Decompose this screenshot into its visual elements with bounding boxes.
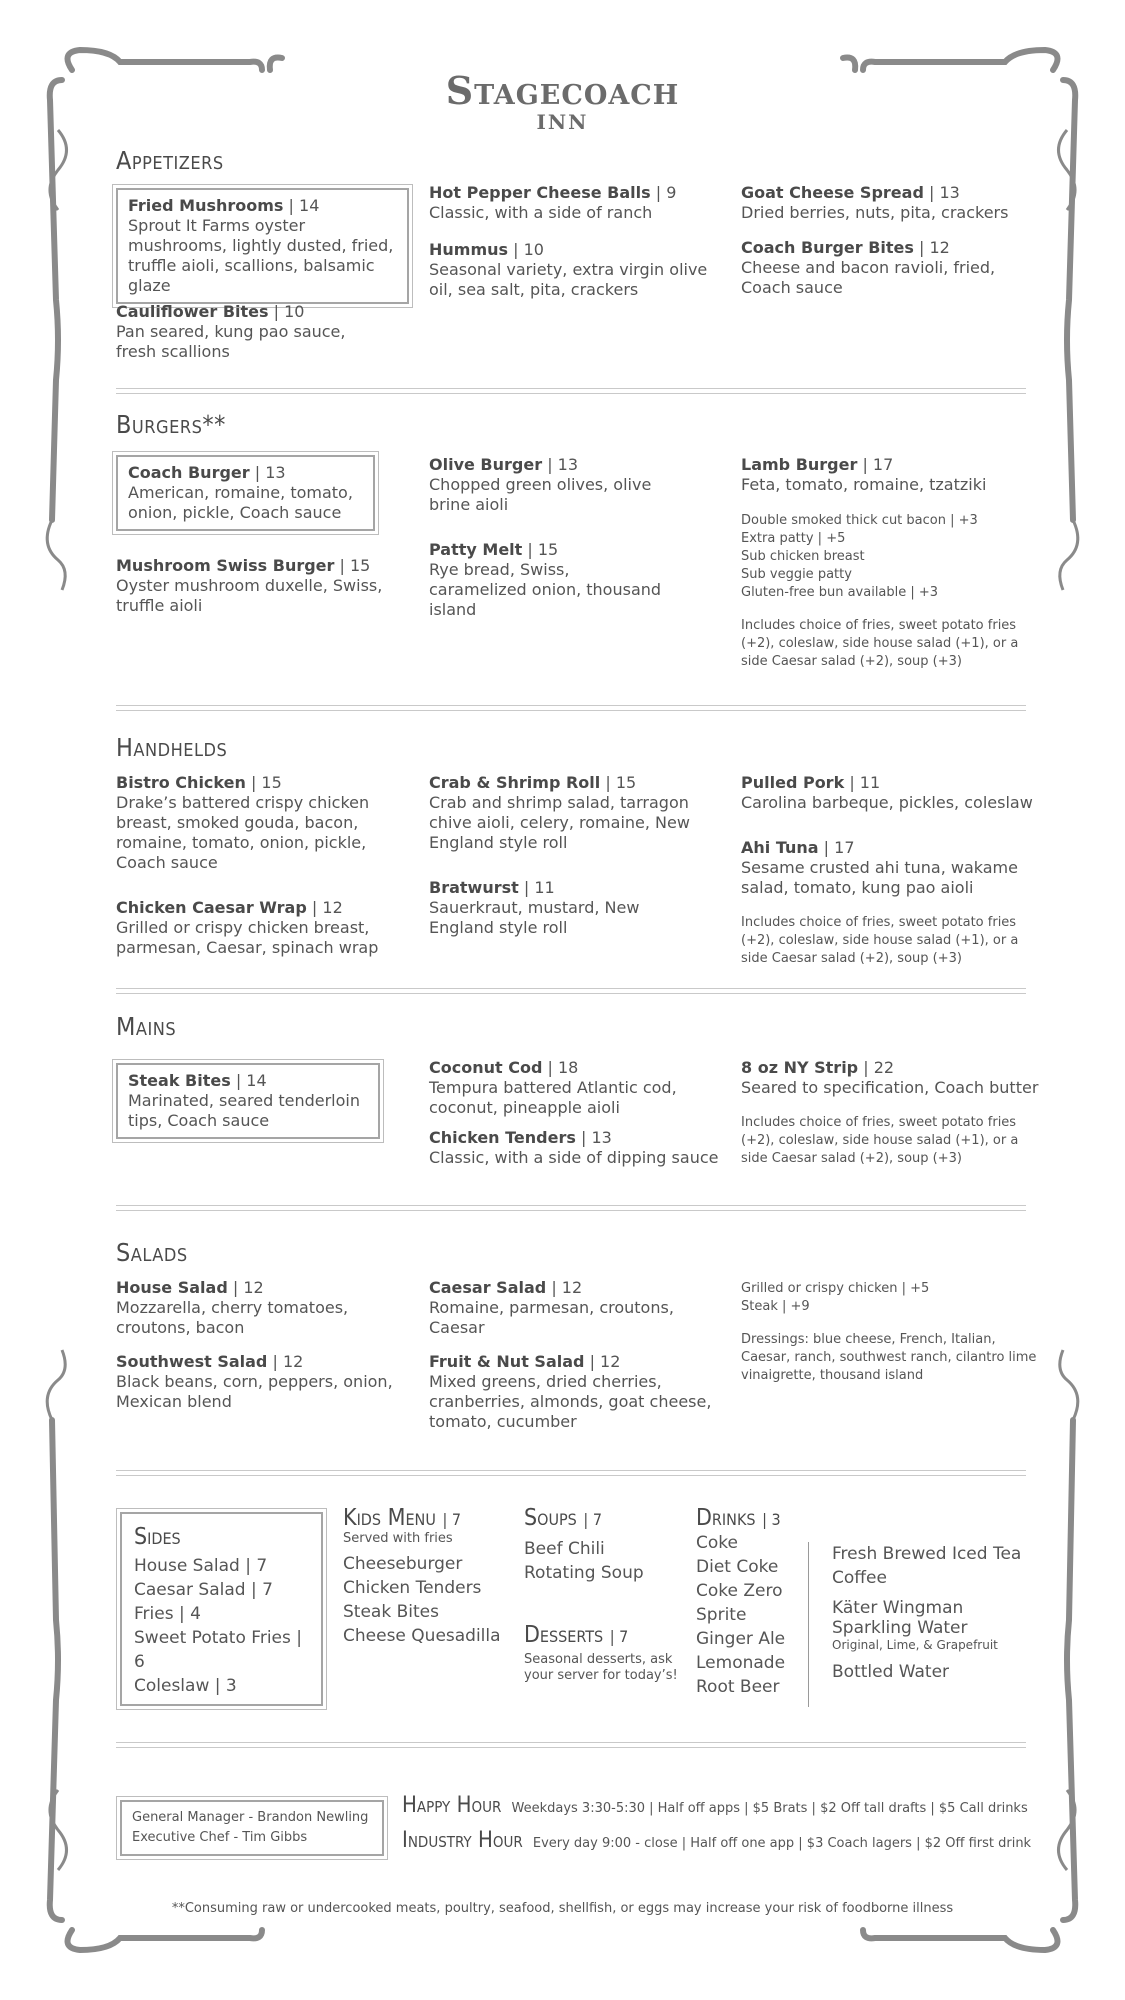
item-description: Cheese and bacon ravioli, fried, Coach sauce: [741, 258, 996, 297]
item-description: Chopped green olives, olive brine aioli: [429, 475, 652, 514]
item-price: | 13: [580, 1128, 612, 1147]
menu-item-ahi-tuna: [741, 838, 1031, 898]
menu-item-steak-bites: [116, 1063, 380, 1139]
section-title-handhelds: Handhelds: [116, 733, 228, 762]
menu-item-hot-pepper-cheese-balls: [429, 183, 719, 223]
item-description: Mixed greens, dried cherries, cranberries, almonds, goat cheese, tomato, cucumber: [429, 1372, 712, 1431]
drink-item: Ginger Ale: [696, 1629, 786, 1649]
section-title-burgers: Burgers**: [116, 410, 226, 439]
side-item: Sweet Potato Fries | 6: [134, 1628, 302, 1672]
addon-item: Grilled or crispy chicken | +5: [741, 1281, 930, 1296]
soups-list: [524, 1537, 674, 1585]
item-price: | 15: [527, 540, 559, 559]
item-price: | 12: [311, 898, 343, 917]
happy-hour: [402, 1793, 1028, 1818]
item-price: | 15: [250, 773, 282, 792]
drink-item: Sparkling Water: [832, 1618, 968, 1638]
item-description: American, romaine, tomato, onion, pickle, Coach sauce: [128, 483, 353, 522]
item-name: Caesar Salad: [429, 1278, 547, 1297]
drink-item: Coke: [696, 1533, 738, 1553]
item-name: Cauliflower Bites: [116, 302, 269, 321]
item-name: Steak Bites: [128, 1071, 231, 1090]
item-name: Hot Pepper Cheese Balls: [429, 183, 651, 202]
addon-item: Sub chicken breast: [741, 549, 865, 564]
handheld-includes-note: Includes choice of fries, sweet potato fries (+2), coleslaw, side house salad (+1), or a side Caesar salad (+2), soup (+3): [741, 915, 1019, 966]
item-description: Classic, with a side of ranch: [429, 203, 653, 222]
item-description: Crab and shrimp salad, tarragon chive aioli, celery, romaine, New England style roll: [429, 793, 690, 852]
section-divider: [116, 1742, 1026, 1748]
menu-item-patty-melt: [429, 540, 669, 620]
soups-menu: [524, 1505, 674, 1585]
item-price: | 18: [547, 1058, 579, 1077]
salad-dressings: Dressings: blue cheese, French, Italian, Caesar, ranch, southwest ranch, cilantro lime vinaigrette, thousand island: [741, 1332, 1037, 1383]
item-name: Coach Burger: [128, 463, 250, 482]
item-name: Patty Melt: [429, 540, 523, 559]
kids-list: [343, 1552, 513, 1648]
sides-list: [134, 1554, 309, 1698]
item-price: | 11: [523, 878, 555, 897]
menu-item-goat-cheese-spread: [741, 183, 1031, 223]
restaurant-logo: [440, 70, 685, 132]
item-description: Sesame crusted ahi tuna, wakame salad, tomato, kung pao aioli: [741, 858, 1018, 897]
menu-item-hummus: [429, 240, 719, 300]
drinks-price: | 3: [762, 1510, 781, 1529]
item-price: | 12: [919, 238, 950, 257]
item-price: | 13: [928, 183, 960, 202]
soup-item: Beef Chili: [524, 1539, 605, 1559]
item-name: Ahi Tuna: [741, 838, 819, 857]
section-divider: [116, 1205, 1026, 1211]
item-price: | 12: [232, 1278, 264, 1297]
drink-item: Coke Zero: [696, 1581, 783, 1601]
item-price: | 10: [513, 240, 544, 259]
menu-item-ny-strip: [741, 1058, 1041, 1098]
addon-item: Sub veggie patty: [741, 567, 852, 582]
item-name: Lamb Burger: [741, 455, 858, 474]
menu-item-crab-shrimp-roll: [429, 773, 704, 853]
drink-item: Root Beer: [696, 1677, 780, 1697]
item-name: House Salad: [116, 1278, 228, 1297]
item-description: Mozzarella, cherry tomatoes, croutons, bacon: [116, 1298, 349, 1337]
menu-item-fried-mushrooms: [116, 188, 409, 304]
sides-title: Sides: [134, 1524, 181, 1550]
menu-item-coach-burger-bites: [741, 238, 1031, 298]
item-description: Rye bread, Swiss, caramelized onion, thousand island: [429, 560, 662, 619]
item-description: Sprout It Farms oyster mushrooms, lightly dusted, fried, truffle aioli, scallions, balsamic glaze: [128, 216, 394, 295]
item-price: | 13: [254, 463, 286, 482]
addon-item: Gluten-free bun available | +3: [741, 585, 939, 600]
kids-note: Served with fries: [343, 1531, 453, 1546]
item-description: Oyster mushroom duxelle, Swiss, truffle aioli: [116, 576, 383, 615]
side-item: House Salad | 7: [134, 1556, 268, 1576]
drinks-title: [696, 1505, 816, 1531]
drinks-menu: [696, 1505, 816, 1699]
drink-item: Lemonade: [696, 1653, 786, 1673]
desserts-menu: [524, 1622, 684, 1684]
menu-item-mushroom-swiss-burger: [116, 556, 386, 616]
menu-item-southwest-salad: [116, 1352, 416, 1412]
burger-addons: [741, 512, 1031, 686]
drink-item: Sprite: [696, 1605, 747, 1625]
item-name: Fried Mushrooms: [128, 196, 284, 215]
staff-box: [120, 1800, 384, 1856]
happy-hour-details: Weekdays 3:30-5:30 | Half off apps | $5 Brats | $2 Off tall drafts | $5 Call drinks: [511, 1801, 1028, 1816]
addon-item: Double smoked thick cut bacon | +3: [741, 513, 978, 528]
executive-chef: Executive Chef - Tim Gibbs: [132, 1830, 308, 1845]
drink-flavors-note: Original, Lime, & Grapefruit: [832, 1638, 998, 1652]
item-price: | 13: [547, 455, 579, 474]
item-description: Romaine, parmesan, croutons, Caesar: [429, 1298, 674, 1337]
item-description: Seasonal variety, extra virgin olive oil, sea salt, pita, crackers: [429, 260, 708, 299]
item-name: Bratwurst: [429, 878, 519, 897]
desserts-note: Seasonal desserts, ask your server for today’s!: [524, 1652, 678, 1683]
burger-includes-note: Includes choice of fries, sweet potato fries (+2), coleslaw, side house salad (+1), or a side Caesar salad (+2), soup (+3): [741, 618, 1019, 669]
item-description: Marinated, seared tenderloin tips, Coach sauce: [128, 1091, 360, 1130]
item-price: | 10: [273, 302, 305, 321]
drink-item: Bottled Water: [832, 1662, 950, 1682]
item-description: Pan seared, kung pao sauce, fresh scallions: [116, 322, 346, 361]
menu-item-caesar-salad: [429, 1278, 689, 1338]
item-price: | 15: [339, 556, 371, 575]
salad-addons: [741, 1280, 1041, 1400]
item-price: | 12: [589, 1352, 621, 1371]
item-name: Goat Cheese Spread: [741, 183, 924, 202]
menu-item-fruit-nut-salad: [429, 1352, 714, 1432]
kids-item: Chicken Tenders: [343, 1578, 482, 1598]
industry-hour: [402, 1828, 1031, 1853]
side-item: Caesar Salad | 7: [134, 1580, 273, 1600]
section-divider: [116, 705, 1026, 711]
side-item: Coleslaw | 3: [134, 1676, 237, 1696]
item-name: Coconut Cod: [429, 1058, 543, 1077]
item-description: Carolina barbeque, pickles, coleslaw: [741, 793, 1033, 812]
item-name: Mushroom Swiss Burger: [116, 556, 335, 575]
drink-item: Coffee: [832, 1568, 887, 1588]
side-item: Fries | 4: [134, 1604, 201, 1624]
soups-title-text: Soups: [524, 1505, 577, 1531]
drinks-list-2: [832, 1542, 1032, 1684]
addon-item: Extra patty | +5: [741, 531, 846, 546]
item-name: Southwest Salad: [116, 1352, 268, 1371]
item-description: Drake’s battered crispy chicken breast, smoked gouda, bacon, romaine, tomato, onion, pickle, Coach sauce: [116, 793, 370, 872]
item-name: Chicken Tenders: [429, 1128, 576, 1147]
soups-title: [524, 1505, 674, 1531]
menu-item-bratwurst: [429, 878, 679, 938]
kids-title-text: Kids Menu: [343, 1505, 436, 1531]
section-divider: [116, 988, 1026, 994]
drinks-title-text: Drinks: [696, 1505, 756, 1531]
item-price: | 22: [863, 1058, 895, 1077]
menu-item-lamb-burger: [741, 455, 1031, 495]
menu-item-chicken-tenders: [429, 1128, 729, 1168]
drink-item: Käter Wingman: [832, 1598, 964, 1618]
kids-item: Steak Bites: [343, 1602, 439, 1622]
drinks-column-divider: [808, 1542, 809, 1707]
item-price: | 9: [655, 183, 677, 202]
section-divider: [116, 388, 1026, 394]
drink-item: Diet Coke: [696, 1557, 779, 1577]
item-name: Bistro Chicken: [116, 773, 246, 792]
section-title-appetizers: Appetizers: [116, 146, 224, 175]
item-description: Classic, with a side of dipping sauce: [429, 1148, 719, 1167]
general-manager: General Manager - Brandon Newling: [132, 1810, 369, 1825]
section-title-mains: Mains: [116, 1012, 177, 1041]
foodborne-disclaimer: **Consuming raw or undercooked meats, poultry, seafood, shellfish, or eggs may increase your risk of foodborne illness: [171, 1901, 954, 1916]
item-description: Dried berries, nuts, pita, crackers: [741, 203, 1009, 222]
logo-line-1: Stagecoach: [445, 68, 680, 113]
sides-box: [120, 1512, 323, 1706]
item-price: | 17: [862, 455, 894, 474]
item-price: | 12: [551, 1278, 583, 1297]
happy-hour-title: Happy Hour: [402, 1793, 502, 1818]
item-price: | 12: [272, 1352, 304, 1371]
desserts-title-text: Desserts: [524, 1622, 604, 1648]
section-title-salads: Salads: [116, 1238, 188, 1267]
item-name: Chicken Caesar Wrap: [116, 898, 307, 917]
item-description: Grilled or crispy chicken breast, parmesan, Caesar, spinach wrap: [116, 918, 379, 957]
kids-title: [343, 1505, 513, 1531]
industry-hour-details: Every day 9:00 - close | Half off one app | $3 Coach lagers | $2 Off first drink: [532, 1836, 1032, 1851]
menu-item-chicken-caesar-wrap: [116, 898, 406, 958]
kids-menu: [343, 1505, 513, 1648]
kids-item: Cheese Quesadilla: [343, 1626, 501, 1646]
item-price: | 14: [288, 196, 320, 215]
item-name: Pulled Pork: [741, 773, 845, 792]
drinks-list-1: [696, 1531, 816, 1699]
addon-item: Steak | +9: [741, 1299, 810, 1314]
menu-item-house-salad: [116, 1278, 366, 1338]
soups-price: | 7: [583, 1510, 602, 1529]
item-name: Coach Burger Bites: [741, 238, 914, 257]
industry-hour-title: Industry Hour: [402, 1828, 523, 1853]
item-price: | 15: [605, 773, 637, 792]
menu-item-pulled-pork: [741, 773, 1041, 813]
item-description: Tempura battered Atlantic cod, coconut, pineapple aioli: [429, 1078, 677, 1117]
menu-item-coach-burger: [116, 455, 375, 531]
item-name: Olive Burger: [429, 455, 543, 474]
item-price: | 14: [235, 1071, 267, 1090]
item-price: | 17: [823, 838, 855, 857]
kids-price: | 7: [442, 1510, 462, 1529]
item-description: Feta, tomato, romaine, tzatziki: [741, 475, 987, 494]
menu-item-coconut-cod: [429, 1058, 719, 1118]
menu-item-olive-burger: [429, 455, 669, 515]
item-price: | 11: [849, 773, 881, 792]
item-name: Fruit & Nut Salad: [429, 1352, 585, 1371]
section-divider: [116, 1470, 1026, 1476]
menu-item-bistro-chicken: [116, 773, 386, 873]
item-name: 8 oz NY Strip: [741, 1058, 859, 1077]
mains-includes-note: Includes choice of fries, sweet potato fries (+2), coleslaw, side house salad (+1), or a side Caesar salad (+2), soup (+3): [741, 1115, 1019, 1166]
kids-item: Cheeseburger: [343, 1554, 463, 1574]
item-description: Black beans, corn, peppers, onion, Mexican blend: [116, 1372, 393, 1411]
item-description: Seared to specification, Coach butter: [741, 1078, 1039, 1097]
soup-item: Rotating Soup: [524, 1563, 644, 1583]
desserts-price: | 7: [609, 1627, 629, 1646]
logo-line-2: INN: [536, 110, 589, 134]
item-name: Hummus: [429, 240, 509, 259]
item-description: Sauerkraut, mustard, New England style roll: [429, 898, 640, 937]
desserts-title: [524, 1622, 684, 1648]
drink-item: Fresh Brewed Iced Tea: [832, 1544, 1022, 1564]
item-name: Crab & Shrimp Roll: [429, 773, 601, 792]
menu-item-cauliflower-bites: [116, 302, 376, 362]
